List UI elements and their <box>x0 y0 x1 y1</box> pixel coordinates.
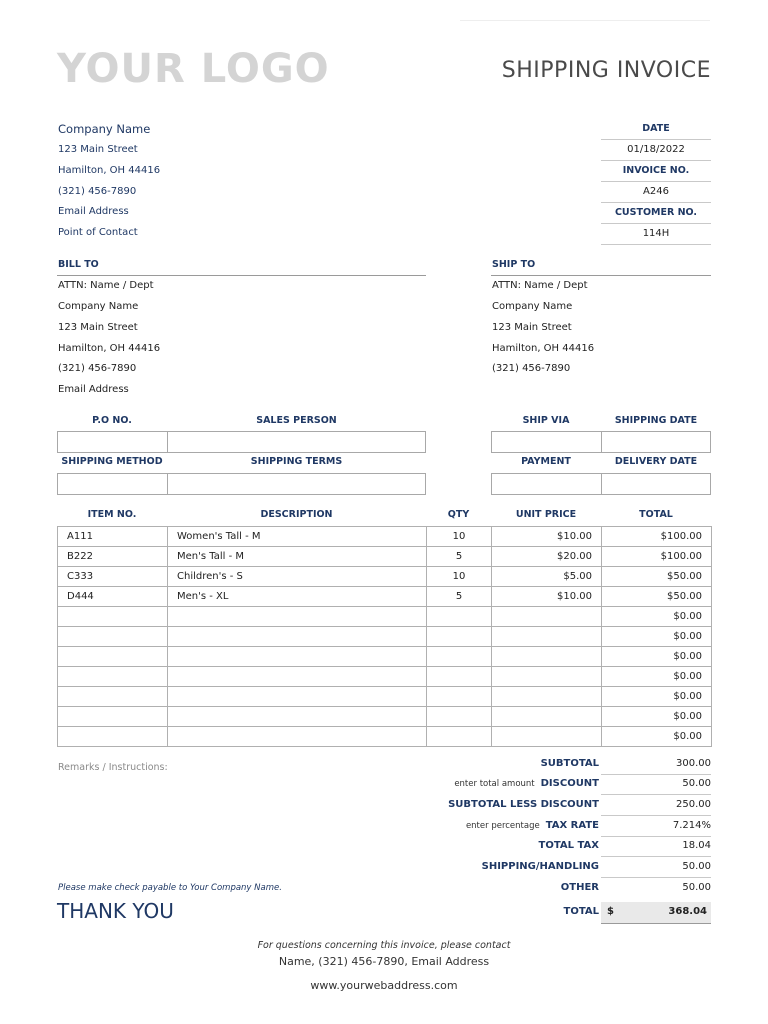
item-no-cell[interactable]: B222 <box>58 547 168 567</box>
unit-price-cell[interactable]: $10.00 <box>492 527 602 547</box>
invoice-no-value[interactable]: A246 <box>643 186 669 197</box>
invoice-no-label: INVOICE NO. <box>622 165 690 176</box>
item-no-cell[interactable]: D444 <box>58 587 168 607</box>
table-row <box>58 587 712 607</box>
qty-cell[interactable]: 10 <box>427 567 492 587</box>
item-no-cell[interactable]: C333 <box>58 567 168 587</box>
grand-total-box <box>601 902 711 924</box>
company-street: 123 Main Street <box>58 144 138 155</box>
company-phone: (321) 456-7890 <box>58 186 137 197</box>
description-cell[interactable] <box>168 627 427 647</box>
table-row <box>58 547 712 567</box>
discount-row <box>454 778 599 789</box>
date-value[interactable]: 01/18/2022 <box>627 144 685 155</box>
shipping-terms-field[interactable] <box>167 473 426 495</box>
item-no-cell[interactable] <box>58 647 168 667</box>
unit-price-cell[interactable] <box>492 647 602 667</box>
company-city: Hamilton, OH 44416 <box>58 165 161 176</box>
thank-you-text: THANK YOU <box>57 899 174 923</box>
meta-divider <box>601 244 711 245</box>
unit-price-cell[interactable] <box>492 667 602 687</box>
shipping-handling-value[interactable]: 50.00 <box>682 861 711 872</box>
customer-no-value[interactable]: 114H <box>642 228 670 239</box>
description-cell[interactable]: Men's Tall - M <box>168 547 427 567</box>
table-row <box>58 647 712 667</box>
ship-to-line[interactable]: 123 Main Street <box>492 322 572 333</box>
item-no-cell[interactable] <box>58 627 168 647</box>
discount-label: DISCOUNT <box>540 778 599 789</box>
ship-via-label: SHIP VIA <box>522 415 570 426</box>
customer-no-label: CUSTOMER NO. <box>614 207 698 218</box>
item-no-cell[interactable] <box>58 687 168 707</box>
qty-header: QTY <box>447 509 470 520</box>
qty-cell[interactable] <box>427 667 492 687</box>
item-no-cell[interactable] <box>58 667 168 687</box>
shipping-terms-label: SHIPPING TERMS <box>250 456 343 467</box>
shipping-date-label: SHIPPING DATE <box>614 415 698 426</box>
total-header: TOTAL <box>639 509 673 520</box>
description-cell[interactable]: Children's - S <box>168 567 427 587</box>
tax-rate-row <box>466 820 599 831</box>
summary-divider <box>601 815 711 816</box>
shipping-method-label: SHIPPING METHOD <box>61 456 163 467</box>
table-row <box>58 567 712 587</box>
table-row <box>58 627 712 647</box>
ship-via-field[interactable] <box>491 431 602 453</box>
unit-price-cell[interactable] <box>492 727 602 747</box>
summary-divider <box>601 774 711 775</box>
shipping-date-field[interactable] <box>601 431 711 453</box>
item-no-header: ITEM NO. <box>87 509 137 520</box>
payable-note: Please make check payable to Your Company Name. <box>58 883 282 893</box>
company-email: Email Address <box>58 206 129 217</box>
sales-person-label: SALES PERSON <box>256 415 337 426</box>
table-row <box>58 607 712 627</box>
line-total-cell: $0.00 <box>602 607 712 627</box>
currency-symbol: $ <box>607 906 614 917</box>
line-total-cell: $0.00 <box>602 707 712 727</box>
discount-value[interactable]: 50.00 <box>682 778 711 789</box>
po-no-label: P.O NO. <box>92 415 132 426</box>
tax-rate-value[interactable]: 7.214% <box>672 820 711 831</box>
ship-to-line[interactable]: Company Name <box>492 301 573 312</box>
summary-divider <box>601 794 711 795</box>
line-total-cell: $50.00 <box>602 567 712 587</box>
company-name: Company Name <box>58 122 151 136</box>
qty-cell[interactable]: 5 <box>427 587 492 607</box>
remarks-label: Remarks / Instructions: <box>58 762 168 773</box>
total-tax-label: TOTAL TAX <box>538 840 599 851</box>
shipping-handling-label: SHIPPING/HANDLING <box>481 861 599 872</box>
qty-cell[interactable] <box>427 687 492 707</box>
description-cell[interactable]: Women's Tall - M <box>168 527 427 547</box>
meta-divider <box>601 202 711 203</box>
qty-cell[interactable]: 10 <box>427 527 492 547</box>
description-cell[interactable] <box>168 687 427 707</box>
po-no-field[interactable] <box>57 431 168 453</box>
line-total-cell: $50.00 <box>602 587 712 607</box>
payment-label: PAYMENT <box>521 456 571 467</box>
shipping-method-field[interactable] <box>57 473 168 495</box>
item-no-cell[interactable] <box>58 727 168 747</box>
sales-person-field[interactable] <box>167 431 426 453</box>
ship-to-line[interactable]: Hamilton, OH 44416 <box>492 343 595 354</box>
document-title: SHIPPING INVOICE <box>501 58 711 83</box>
meta-divider <box>601 223 711 224</box>
ship-to-rule <box>491 275 711 276</box>
description-cell[interactable] <box>168 667 427 687</box>
line-total-cell: $0.00 <box>602 667 712 687</box>
bill-to-label: BILL TO <box>58 259 99 270</box>
line-total-cell: $0.00 <box>602 627 712 647</box>
line-total-cell: $100.00 <box>602 547 712 567</box>
summary-divider <box>601 856 711 857</box>
bill-to-line[interactable]: Hamilton, OH 44416 <box>58 343 161 354</box>
table-row <box>58 707 712 727</box>
table-row <box>58 687 712 707</box>
meta-divider <box>601 181 711 182</box>
ship-to-label: SHIP TO <box>492 259 536 270</box>
tax-rate-label: TAX RATE <box>545 820 599 831</box>
ship-to-line[interactable]: (321) 456-7890 <box>492 363 571 374</box>
unit-price-cell[interactable]: $5.00 <box>492 567 602 587</box>
line-total-cell: $0.00 <box>602 687 712 707</box>
bill-to-line[interactable]: Company Name <box>58 301 139 312</box>
item-no-cell[interactable]: A111 <box>58 527 168 547</box>
other-value[interactable]: 50.00 <box>682 882 711 893</box>
grand-total-value: 368.04 <box>668 906 707 917</box>
table-row <box>58 667 712 687</box>
delivery-date-field[interactable] <box>601 473 711 495</box>
subtotal-less-discount-value: 250.00 <box>676 799 711 810</box>
qty-cell[interactable] <box>427 727 492 747</box>
payment-field[interactable] <box>491 473 602 495</box>
item-no-cell[interactable] <box>58 607 168 627</box>
qty-cell[interactable] <box>427 627 492 647</box>
questions-note: For questions concerning this invoice, please contact <box>257 940 511 951</box>
bill-to-line[interactable]: (321) 456-7890 <box>58 363 137 374</box>
description-cell[interactable] <box>168 727 427 747</box>
discount-hint: enter total amount <box>454 779 535 789</box>
description-cell[interactable] <box>168 647 427 667</box>
item-no-cell[interactable] <box>58 707 168 727</box>
bill-to-rule <box>57 275 426 276</box>
contact-line: Name, (321) 456-7890, Email Address <box>278 955 490 968</box>
bill-to-line[interactable]: 123 Main Street <box>58 322 138 333</box>
qty-cell[interactable]: 5 <box>427 547 492 567</box>
description-header: DESCRIPTION <box>260 509 333 520</box>
website-link[interactable]: www.yourwebaddress.com <box>310 979 458 992</box>
subtotal-label: SUBTOTAL <box>540 758 599 769</box>
qty-cell[interactable] <box>427 607 492 627</box>
description-cell[interactable] <box>168 707 427 727</box>
table-row <box>58 527 712 547</box>
grand-total-label: TOTAL <box>563 906 599 917</box>
meta-divider <box>601 139 711 140</box>
logo-placeholder: YOUR LOGO <box>57 46 330 92</box>
date-label: DATE <box>642 123 670 134</box>
unit-price-cell[interactable] <box>492 607 602 627</box>
delivery-date-label: DELIVERY DATE <box>614 456 698 467</box>
tax-rate-hint: enter percentage <box>465 821 540 831</box>
company-contact: Point of Contact <box>58 227 138 238</box>
unit-price-cell[interactable] <box>492 707 602 727</box>
bill-to-line[interactable]: ATTN: Name / Dept <box>58 280 154 291</box>
line-total-cell: $0.00 <box>602 647 712 667</box>
header-rule <box>460 20 710 21</box>
line-total-cell: $100.00 <box>602 527 712 547</box>
total-tax-value: 18.04 <box>682 840 711 851</box>
description-cell[interactable]: Men's - XL <box>168 587 427 607</box>
unit-price-cell[interactable]: $10.00 <box>492 587 602 607</box>
other-label: OTHER <box>560 882 599 893</box>
items-table <box>57 526 712 747</box>
summary-divider <box>601 877 711 878</box>
subtotal-value: 300.00 <box>676 758 711 769</box>
unit-price-header: UNIT PRICE <box>515 509 577 520</box>
unit-price-cell[interactable] <box>492 627 602 647</box>
meta-divider <box>601 160 711 161</box>
description-cell[interactable] <box>168 607 427 627</box>
subtotal-less-discount-label: SUBTOTAL LESS DISCOUNT <box>448 799 599 810</box>
table-row <box>58 727 712 747</box>
summary-divider <box>601 836 711 837</box>
ship-to-line[interactable]: ATTN: Name / Dept <box>492 280 588 291</box>
bill-to-line[interactable]: Email Address <box>58 384 129 395</box>
unit-price-cell[interactable] <box>492 687 602 707</box>
qty-cell[interactable] <box>427 647 492 667</box>
unit-price-cell[interactable]: $20.00 <box>492 547 602 567</box>
qty-cell[interactable] <box>427 707 492 727</box>
line-total-cell: $0.00 <box>602 727 712 747</box>
